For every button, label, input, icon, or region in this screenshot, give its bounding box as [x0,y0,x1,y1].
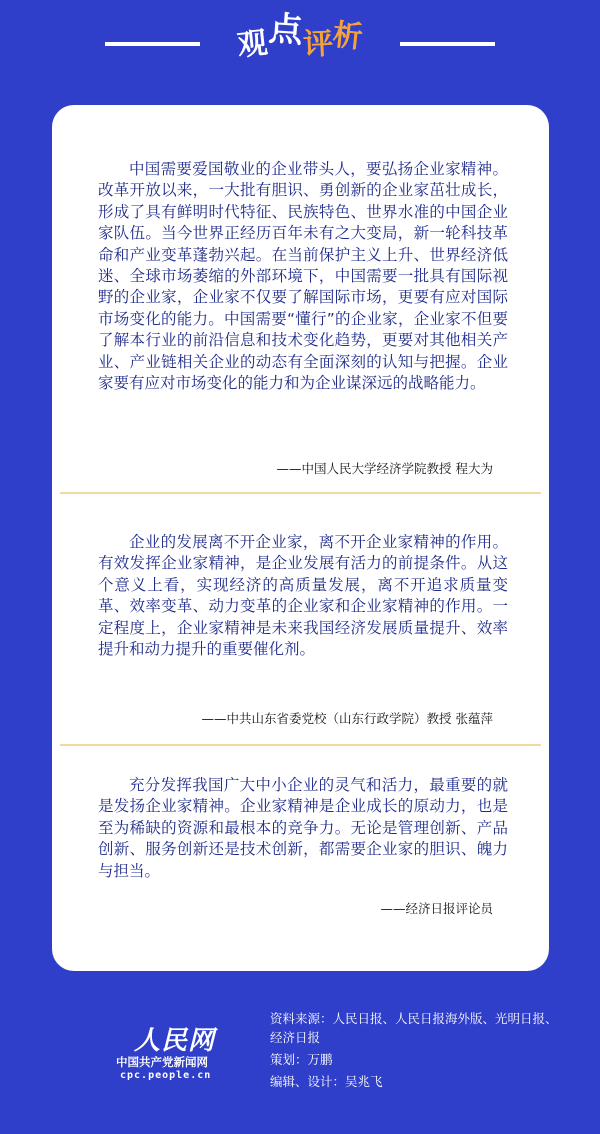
people-cn-logo[interactable] [116,1020,236,1080]
section-2-author: ——中共山东省委党校（山东行政学院）教授 张蕴萍 [201,711,493,726]
title-char-3: 评 [302,26,335,63]
content-card [52,105,549,971]
logo-script: 人民网 [134,1026,216,1056]
credits [270,1009,570,1094]
title-char-1: 观 [235,25,270,64]
section-3-paragraph: 充分发挥我国广大中小企业的灵气和活力，最重要的就是发扬企业家精神。企业家精神是企业成长的原动力，也是至为稀缺的资源和最根本的竞争力。无论是管理创新、产品创新、服务创新还是技术创新，都需要企业家的胆识、魄力与担当。 [98,776,508,880]
section-1-paragraph: 中国需要爱国敬业的企业带头人，要弘扬企业家精神。改革开放以来，一大批有胆识、勇创新的企业家茁壮成长，形成了具有鲜明时代特征、民族特色、世界水准的中国企业家队伍。当今世界正经历百年未有之大变局，新一轮科技革命和产业变革蓬勃兴起。在当前保护主义上升、世界经济低迷、全球市场萎缩的外部环境下，中国需要一批具有国际视野的企业家，企业家不仅要了解国际市场，更要有应对国际市场变化的能力。中国需要“懂行”的企业家，企业家不但要了解本行业的前沿信息和技术变化趋势，更要对其他相关产业、产业链相关企业的动态有全面深刻的认知与把握。企业家要有应对市场变化的能力和为企业谋深远的战略能力。 [98,160,508,393]
logo-url-text: cpc.people.cn [120,1070,212,1081]
section-3-author: ——经济日报评论员 [380,901,493,916]
section-divider-1 [60,492,541,494]
title-char-4: 析 [330,17,365,56]
section-divider-2 [60,744,541,746]
title-char-2: 点 [267,8,305,52]
section-1-author: ——中国人民大学经济学院教授 程大为 [276,461,493,476]
credit-planner: 策划：万鹏 [270,1052,333,1067]
footer [0,985,600,1134]
credit-editor: 编辑、设计：吴兆飞 [270,1074,383,1089]
section-2-paragraph: 企业的发展离不开企业家，离不开企业家精神的作用。有效发挥企业家精神，是企业发展有活力的前提条件。从这个意义上看，实现经济的高质量发展，离不开追求质量变革、效率变革、动力变革的企业家和企业家精神的作用。一定程度上，企业家精神是未来我国经济发展质量提升、效率提升和动力提升的重要催化剂。 [98,533,508,659]
page-title [0,8,600,64]
credit-source: 资料来源：人民日报、人民日报海外版、光明日报、经济日报 [270,1011,558,1045]
header-line-right [400,42,495,46]
header [0,0,600,90]
logo-cn-text: 中国共产党新闻网 [116,1055,208,1069]
